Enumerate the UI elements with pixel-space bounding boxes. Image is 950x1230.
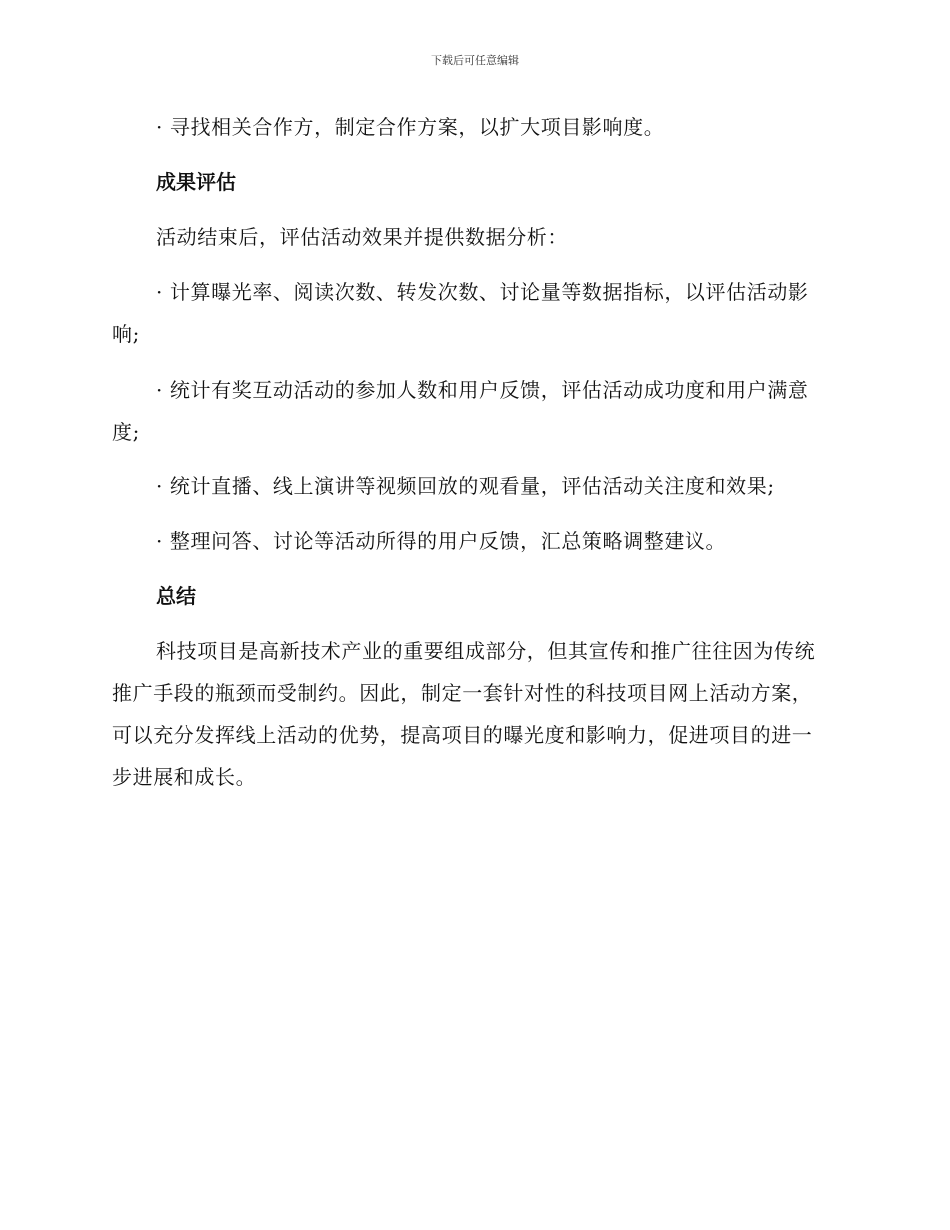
heading-text: 总结: [156, 584, 196, 608]
summary-paragraph: [112, 630, 830, 798]
paragraph-text: · 统计有奖互动活动的参加人数和用户反馈，评估活动成功度和用户满意度;: [112, 378, 809, 444]
bullet-partnership: [112, 106, 830, 148]
paragraph-text: · 整理问答、讨论等活动所得的用户反馈，汇总策略调整建议。: [156, 529, 727, 553]
bullet-video: [112, 465, 830, 507]
section-heading-results: [112, 161, 830, 203]
paragraph-text: · 寻找相关合作方，制定合作方案，以扩大项目影响度。: [156, 115, 665, 139]
heading-text: 成果评估: [156, 170, 236, 194]
paragraph-text: · 计算曝光率、阅读次数、转发次数、讨论量等数据指标，以评估活动影响;: [112, 280, 809, 346]
bullet-interaction: [112, 369, 830, 453]
paragraph-text: · 统计直播、线上演讲等视频回放的观看量，评估活动关注度和效果;: [156, 474, 775, 498]
results-intro: [112, 216, 830, 258]
bullet-metrics: [112, 271, 830, 355]
paragraph-text: 科技项目是高新技术产业的重要组成部分，但其宣传和推广往往因为传统推广手段的瓶颈而受制约。因此，制定一套针对性的科技项目网上活动方案，可以充分发挥线上活动的优势，提高项目的曝光度和影响力，促进项目的进一步进展和成长。: [112, 639, 816, 789]
bullet-feedback: [112, 520, 830, 562]
paragraph-text: 活动结束后，评估活动效果并提供数据分析：: [156, 225, 568, 249]
page-header: 下载后可任意编辑: [431, 54, 519, 67]
section-heading-summary: [112, 575, 830, 617]
